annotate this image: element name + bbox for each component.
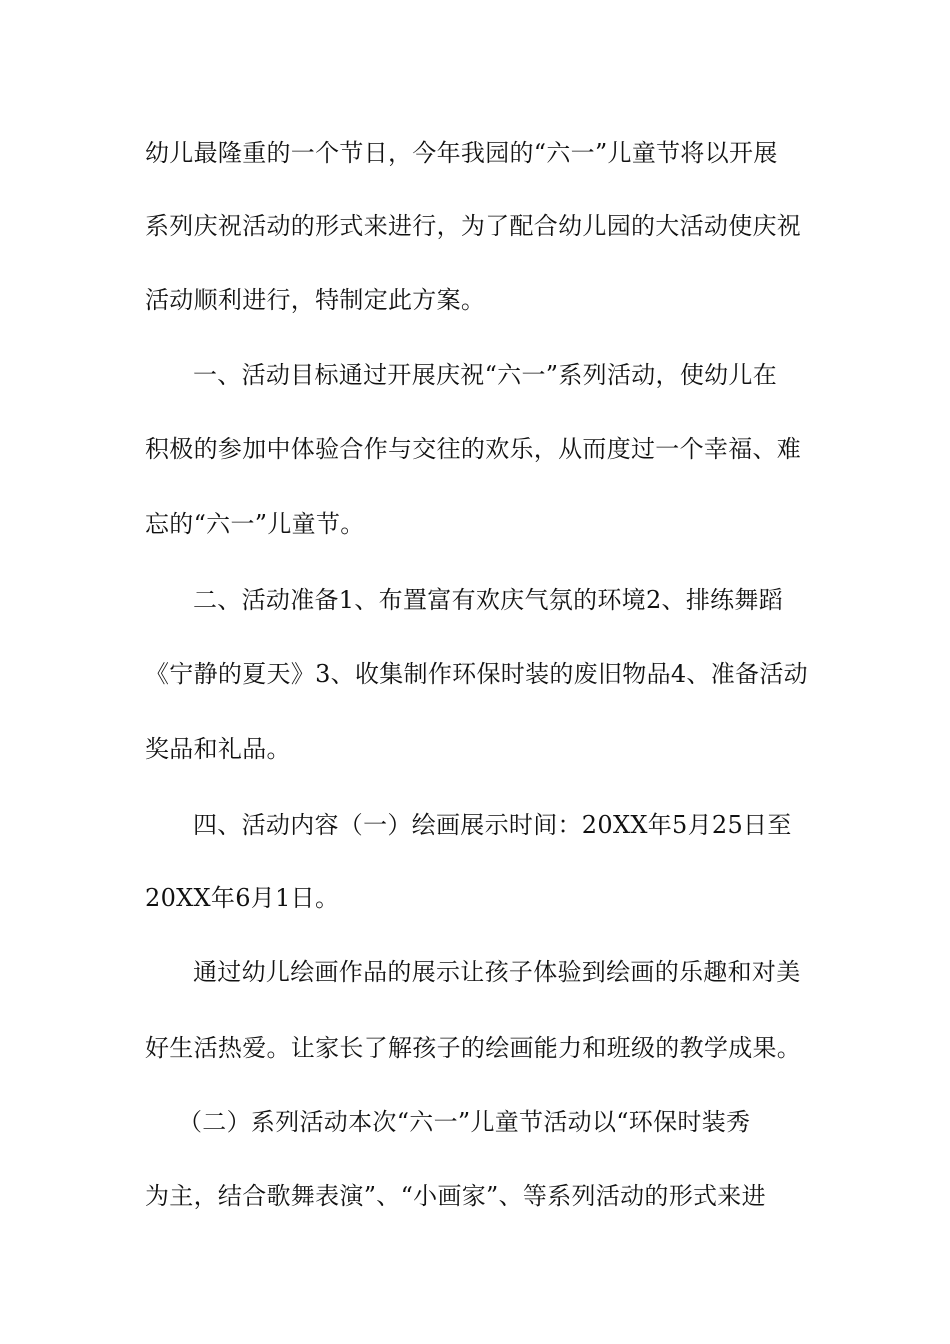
paragraph-start-line: 二、活动准备1、布置富有欢庆气氛的环境2、排练舞蹈 bbox=[193, 586, 784, 614]
text-line: 《宁静的夏天》3、收集制作环保时装的废旧物品4、准备活动 bbox=[145, 660, 808, 688]
text-line: 积极的参加中体验合作与交往的欢乐，从而度过一个幸福、难 bbox=[145, 435, 802, 463]
paragraph-start-line: （二）系列活动本次“六一”儿童节活动以“环保时装秀 bbox=[178, 1108, 751, 1136]
paragraph-start-line: 一、活动目标通过开展庆祝“六一”系列活动，使幼儿在 bbox=[193, 361, 778, 389]
paragraph-start-line: 通过幼儿绘画作品的展示让孩子体验到绘画的乐趣和对美 bbox=[193, 958, 801, 986]
text-line: 忘的“六一”儿童节。 bbox=[145, 510, 365, 538]
text-line: 好生活热爱。让家长了解孩子的绘画能力和班级的教学成果。 bbox=[145, 1034, 802, 1062]
text-line: 20XX年6月1日。 bbox=[145, 884, 340, 912]
text-line: 为主，结合歌舞表演”、“小画家”、等系列活动的形式来进 bbox=[145, 1182, 766, 1210]
text-line: 系列庆祝活动的形式来进行，为了配合幼儿园的大活动使庆祝 bbox=[145, 212, 802, 240]
text-line: 活动顺利进行，特制定此方案。 bbox=[145, 286, 486, 314]
text-line: 奖品和礼品。 bbox=[145, 735, 291, 763]
paragraph-start-line: 四、活动内容（一）绘画展示时间：20XX年5月25日至 bbox=[193, 811, 792, 839]
text-line: 幼儿最隆重的一个节日，今年我园的“六一”儿童节将以开展 bbox=[145, 139, 778, 167]
